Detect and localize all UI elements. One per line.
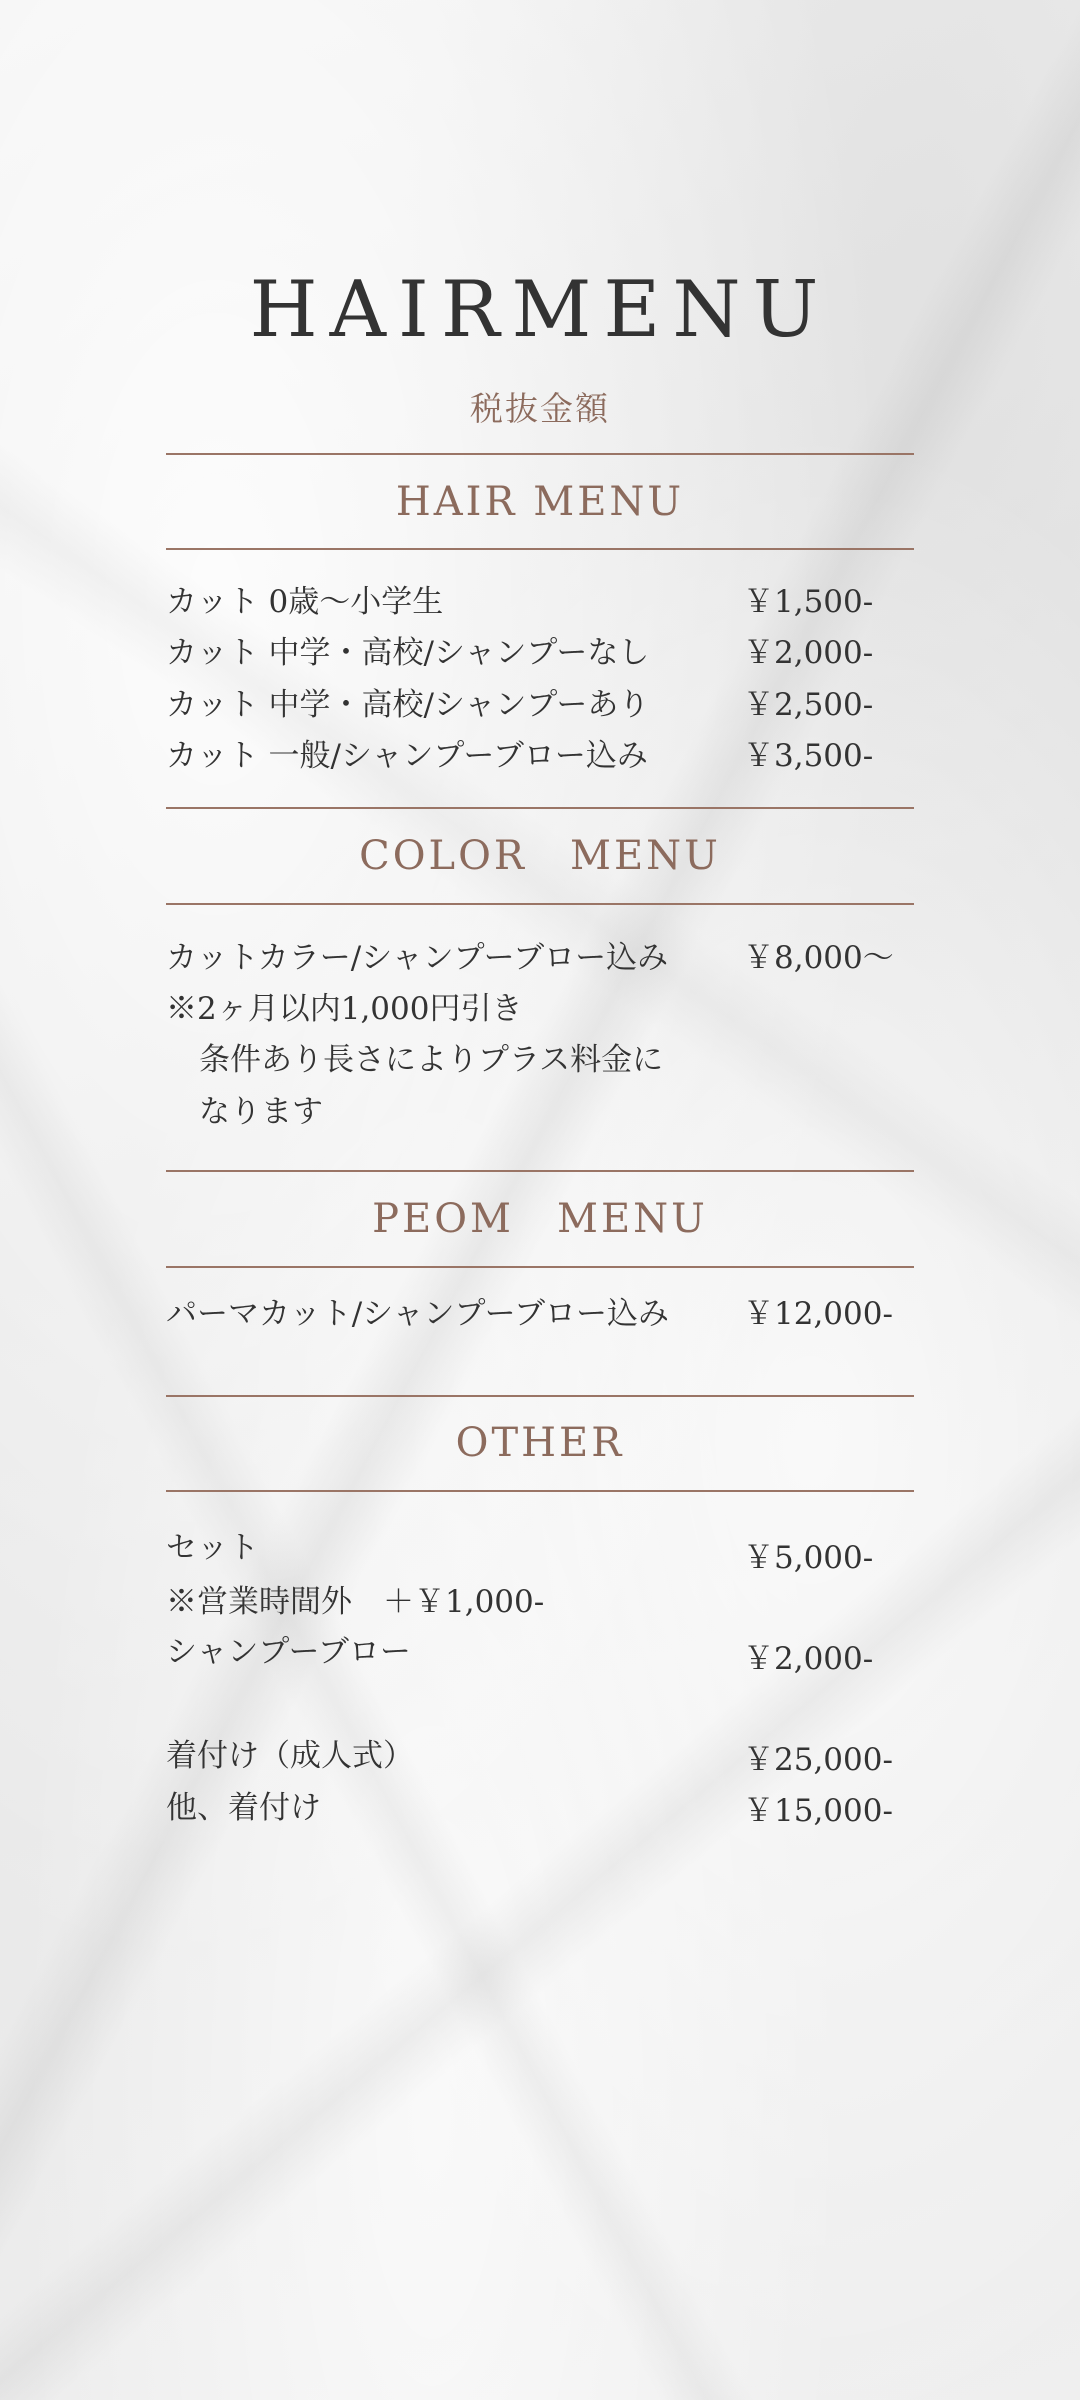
page-title: HAIRMENU [249,265,831,355]
menu-item-name: パーマカット/シャンプーブロー込み [166,1296,670,1332]
menu-item-name: 他、着付け [166,1790,321,1826]
menu-note: 条件あり長さによりプラス料金に [199,1042,664,1078]
menu-item-price: ￥2,000- [743,635,874,671]
section-divider [166,453,914,455]
tax-note-subtitle: 税抜金額 [470,389,610,428]
menu-item-name: カット 中学・高校/シャンプーあり [166,687,650,723]
menu-item-name: カットカラー/シャンプーブロー込み [166,940,669,976]
section-title-color: COLOR MENU [359,833,721,879]
menu-note: ※2ヶ月以内1,000円引き [166,991,523,1027]
menu-item-price: ￥5,000- [743,1540,874,1576]
menu-item-name: シャンプーブロー [166,1634,411,1670]
section-divider [166,903,914,905]
menu-item-name: カット 0歳〜小学生 [166,584,444,620]
menu-note: ※営業時間外 ＋￥1,000- [166,1584,545,1620]
menu-item-price: ￥3,500- [743,738,874,774]
menu-item-name: セット [166,1530,259,1566]
section-divider [166,1490,914,1492]
menu-item-name: 着付け（成人式） [166,1738,414,1774]
menu-item-price: ￥8,000〜 [743,940,894,976]
section-title-other: OTHER [455,1420,625,1466]
section-title-hair: HAIR MENU [395,479,685,525]
menu-item-price: ￥1,500- [743,584,874,620]
menu-item-price: ￥2,500- [743,687,874,723]
menu-item-price: ￥2,000- [743,1641,874,1677]
menu-note: なります [199,1094,323,1130]
menu-item-price: ￥25,000- [743,1742,893,1778]
section-divider [166,1170,914,1172]
section-title-perm: PEOM MENU [372,1196,708,1242]
menu-item-price: ￥12,000- [743,1296,893,1332]
menu-item-name: カット 中学・高校/シャンプーなし [166,635,650,671]
section-divider [166,1395,914,1397]
section-divider [166,548,914,550]
menu-item-name: カット 一般/シャンプーブロー込み [166,738,648,774]
menu-item-price: ￥15,000- [743,1793,893,1829]
section-divider [166,807,914,809]
section-divider [166,1266,914,1268]
